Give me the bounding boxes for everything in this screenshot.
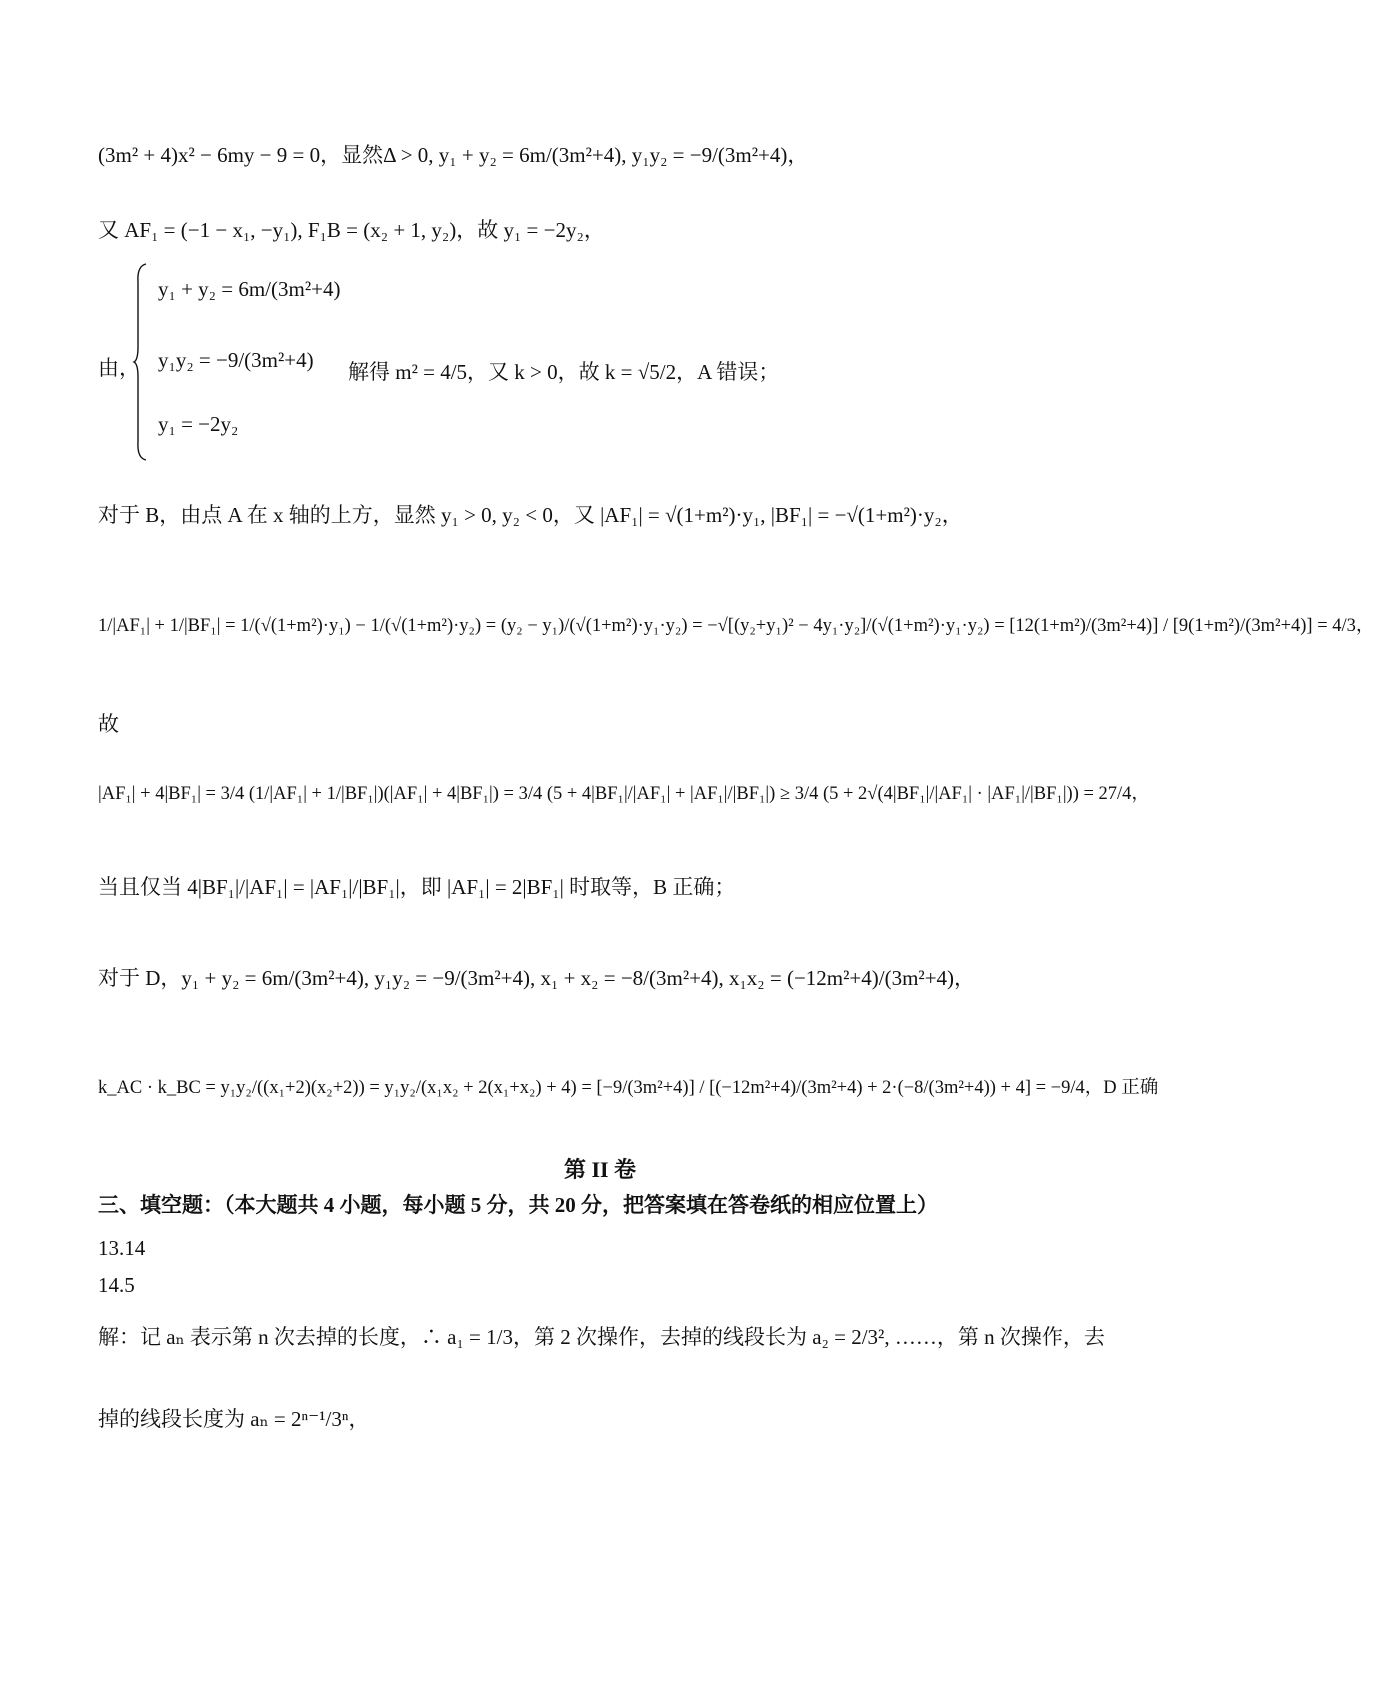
formula-reciprocal-sum: 1/|AF₁| + 1/|BF₁| = 1/(√(1+m²)·y₁) − 1/(√(1+m²)·y₂) = (y₂ − y₁)/(√(1+m²)·y₁·y₂) = −√[(y₂+y₁)² − 4y₁·y₂]/(√(1+m²)·y₁·y₂) = [12(1+m²)/(3m²+4)] / [9(1+m²)/(3m²+4)] = 4/3， [98,616,1374,636]
system-eq-2: y₁y₂ = −9/(3m²+4) [158,348,314,372]
section-title: 第 II 卷 [563,1157,637,1182]
solution-line-1: 解：记 aₙ 表示第 n 次去掉的长度，∴ a₁ = 1/3，第 2 次操作，去掉的线段长为 a₂ = 2/3², ……，第 n 次操作，去 [98,1325,1105,1349]
line-2: 又 AF₁ = (−1 − x₁, −y₁), F₁B = (x₂ + 1, y₂)，故 y₁ = −2y₂， [98,218,605,242]
system-eq-3: y₁ = −2y₂ [158,412,239,436]
solution-line-2: 掉的线段长度为 aₙ = 2ⁿ⁻¹/3ⁿ， [98,1407,370,1431]
system-prefix: 由， [98,356,140,380]
section-heading: 三、填空题：（本大题共 4 小题，每小题 5 分，共 20 分，把答案填在答卷纸的相应位置上） [98,1193,938,1217]
formula-inequality: |AF₁| + 4|BF₁| = 3/4 (1/|AF₁| + 1/|BF₁|)(|AF₁| + 4|BF₁|) = 3/4 (5 + 4|BF₁|/|AF₁| + |AF₁|/|BF₁|) ≥ 3/4 (5 + 2√(4|BF₁|/|AF₁| · |AF₁|/|BF₁|)) = 27/4， [98,784,1150,804]
equality-condition: 当且仅当 4|BF₁|/|AF₁| = |AF₁|/|BF₁|，即 |AF₁| = 2|BF₁| 时取等，B 正确； [98,875,736,899]
answer-14: 14.5 [98,1273,135,1297]
left-brace-icon [133,262,147,462]
line-b-intro: 对于 B，由点 A 在 x 轴的上方，显然 y₁ > 0, y₂ < 0，又 |AF₁| = √(1+m²)·y₁, |BF₁| = −√(1+m²)·y₂， [98,503,963,527]
line-1: (3m² + 4)x² − 6my − 9 = 0，显然Δ > 0, y₁ + y₂ = 6m/(3m²+4), y₁y₂ = −9/(3m²+4)， [98,143,809,167]
formula-slope-product: k_AC · k_BC = y₁y₂/((x₁+2)(x₂+2)) = y₁y₂/(x₁x₂ + 2(x₁+x₂) + 4) = [−9/(3m²+4)] / [(−12m²+4)/(3m²+4) + 2·(−8/(3m²+4)) + 4] = −9/4，D 正确 [98,1078,1159,1098]
therefore-label: 故 [98,712,119,736]
answer-13: 13.14 [98,1236,146,1260]
system-result: 解得 m² = 4/5，又 k > 0，故 k = √5/2，A 错误； [348,360,780,384]
system-eq-1: y₁ + y₂ = 6m/(3m²+4) [158,277,341,301]
line-d-intro: 对于 D，y₁ + y₂ = 6m/(3m²+4), y₁y₂ = −9/(3m²+4), x₁ + x₂ = −8/(3m²+4), x₁x₂ = (−12m²+4)/(3m²+4)， [98,966,976,990]
